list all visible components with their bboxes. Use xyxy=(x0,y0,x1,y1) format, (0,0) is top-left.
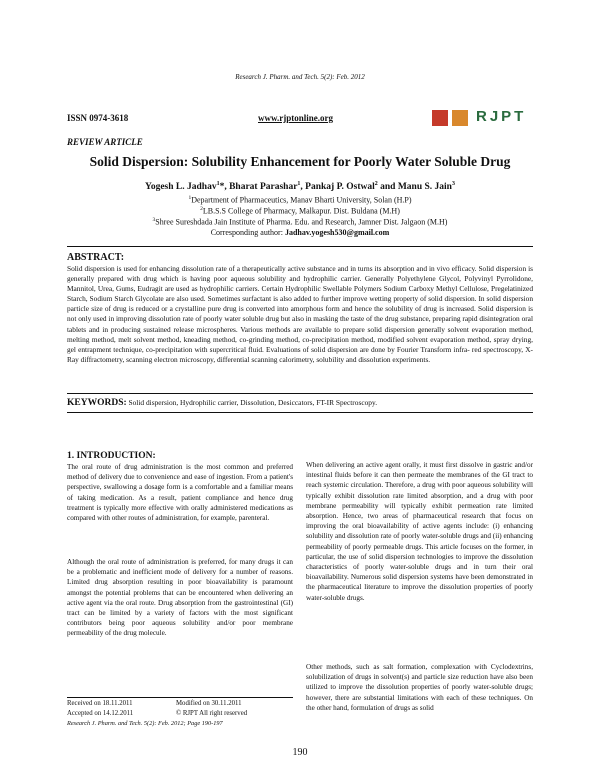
author-name: Manu S. Jain xyxy=(397,182,452,193)
abstract-top-rule xyxy=(67,246,533,247)
affiliation-text: Shree Sureshdada Jain Institute of Pharma. Edu. and Research, Jamner Dist. Jalgaon (M.H) xyxy=(155,217,448,227)
keywords-label: KEYWORDS: xyxy=(67,398,127,408)
introduction-heading: 1. INTRODUCTION: xyxy=(67,451,156,461)
author-sup: 2 xyxy=(374,181,378,187)
paragraph-text: When delivering an active agent orally, it must first dissolve in gastric and/or intestinal fluids before it can then permeate the membranes of the GI tract to reach systemic circulation. Therefore, a drug with poor aqueous solubility will typically exhibit dissolution rate limited absorption, and a drug with poor membrane permeability will typically exhibit permeation rate limited absorption. Hence, two areas of pharmaceutical research that focus on improving the oral bioavailability of active agents include: (i) enhancing solubility and dissolution rate of poorly water-soluble drugs and (ii) enhancing permeability of poorly permeable drugs. This article focuses on the former, in particular, the use of solid dispersion technologies to improve the dissolution characteristics of poorly water-soluble drugs and in turn their oral bioavailability. Numerous solid dispersion systems have been demonstrated in the pharmaceutical literature to improve the dissolution properties of poorly water-soluble drugs. xyxy=(306,461,533,602)
received-date: Received on 18.11.2011 xyxy=(67,700,133,707)
affiliation-2 xyxy=(0,206,600,216)
logo-text: RJPT xyxy=(476,108,527,125)
paragraph-text: Although the oral route of administration is preferred, for many drugs it can be a problematic and inefficient mode of delivery for a number of reasons. Limited drug absorption resulting in poor bioavailability is paramount amongst the potential problems that can be encountered when delivering an active agent via the oral route. Drug absorption from the gastrointestinal (GI) tract can be limited by a variety of factors with the most significant contributors being poor aqueous solubility and/or poor membrane permeability of the drug molecule. xyxy=(67,558,293,638)
footnote-rule xyxy=(67,697,293,698)
modified-date: Modified on 30.11.2011 xyxy=(176,700,242,707)
affiliation-text: Department of Pharmaceutics, Manav Bharti University, Solan (H.P) xyxy=(191,195,412,205)
intro-right-paragraph-1 xyxy=(306,460,533,603)
author-name: Yogesh L. Jadhav xyxy=(145,182,217,193)
affiliation-sup: 2 xyxy=(200,206,203,212)
paragraph-text: Other methods, such as salt formation, complexation with Cyclodextrins, solubilization of drugs in solvent(s) and particle size reduction have also been utilized to improve the dissolution properties of poorly water-soluble drugs; however, there are substantial limitations with each of these techniques. On the other hand, formulation of drugs as solid xyxy=(306,663,533,712)
affiliation-text: LB.S.S College of Pharmacy, Malkapur. Dist. Buldana (M.H) xyxy=(202,206,400,216)
author-sup: 1 xyxy=(297,181,301,187)
corresponding-author xyxy=(0,228,600,237)
article-title: Solid Dispersion: Solubility Enhancement for Poorly Water Soluble Drug xyxy=(89,154,511,169)
paragraph-text: The oral route of drug administration is the most common and preferred method of delivery due to convenience and ease of ingestion. From a patient's perspective, swallowing a dosage form is a comfortable and a familiar means of taking medication. As a result, patient compliance and hence drug treatment is typically more effective with orally administered medications as compared with other routes of administration, for example, parenteral. xyxy=(67,463,293,523)
keywords xyxy=(67,398,533,408)
citation: Research J. Pharm. and Tech. 5(2): Feb. 2012; Page 190-197 xyxy=(67,720,223,727)
author-sup: 3 xyxy=(451,181,455,187)
keywords-text: Solid dispersion, Hydrophilic carrier, Dissolution, Desiccators, FT-IR Spectroscopy. xyxy=(126,398,378,407)
issn: ISSN 0974-3618 xyxy=(67,113,129,123)
author-list: Yogesh L. Jadhav$^1$*, Bharat Parashar$^1$, Pankaj P. Ostwal$^2$ and Manu S. Jain$^3$ xyxy=(145,181,455,193)
affiliation-sup: 1 xyxy=(188,195,192,201)
affiliation-1 xyxy=(0,195,600,205)
article-type: REVIEW ARTICLE xyxy=(67,137,143,147)
author-name: Bharat Parashar xyxy=(229,182,298,193)
intro-left-paragraph-1 xyxy=(67,462,293,523)
intro-right-paragraph-2 xyxy=(306,662,533,713)
page-number: 190 xyxy=(292,747,308,758)
logo-square-orange xyxy=(452,110,468,126)
website-link[interactable]: www.rjptonline.org xyxy=(258,113,333,123)
copyright: © RJPT All right reserved xyxy=(176,710,248,717)
accepted-date: Accepted on 14.12.2011 xyxy=(67,710,134,717)
keywords-bottom-rule xyxy=(67,412,533,413)
abstract-heading: ABSTRACT: xyxy=(67,252,125,263)
rjpt-logo xyxy=(432,106,532,132)
intro-left-paragraph-2 xyxy=(67,557,293,639)
corresponding-mark: * xyxy=(219,182,225,193)
corresponding-label: Corresponding author: xyxy=(210,228,283,237)
author-name: Pankaj P. Ostwal xyxy=(305,182,375,193)
corresponding-email[interactable]: Jadhav.yogesh530@gmail.com xyxy=(284,228,390,237)
abstract-text: Solid dispersion is used for enhancing dissolution rate of a therapeutically active substance and in turns its absorption and in vivo efficacy. Solid dispersion is generally prepared with drug which is having poor aqueous solubility and hydrophilic carrier. Generally Polyethylene Glycol, Polyvinyl Pyrrolidone, Mannitol, Urea, Gums, Eudragit are used as hydrophilic carriers. Certain Hydrophilic Swellable Polymers Sodium Carboxy Methyl Cellulose, Pregelatinized Starch, Sodium Starch Glycolate are also used. Sometimes surfactant is also added to further improve wetting property of solid dispersion. In solid dispersion particle size of drug is reduced or a crystalline pure drug is converted into amorphous form and hence the solubility of drug is increased. Solid dispersion is not only used in improving dissolution rate of poorly water soluble drug but also in masking the taste of the drug substance, preparing rapid disintegration oral tablets and in producing sustained release microspheres. Various methods are available to prepare solid dispersion generally solvent evaporation method, melting method, melt solvent method, kneading method, co-grinding method, co-precipitation method, modified solvent evaporation method, spray drying, gel entrapment technique, co-precipitation with supercritical fluid. Evaluations of solid dispersion are done by Fourier Transform infra- red spectroscopy, X-Ray diffractometry, scanning electron microscopy, differential scanning calorimetry, solubility and dissolution experiments. xyxy=(67,264,533,364)
logo-square-red xyxy=(432,110,448,126)
keywords-top-rule xyxy=(67,393,533,394)
affiliation-sup: 3 xyxy=(152,217,156,223)
affiliation-3 xyxy=(0,217,600,227)
author-sup: 1 xyxy=(216,181,220,187)
journal-header-line: Research J. Pharm. and Tech. 5(2): Feb. 2012 xyxy=(235,73,365,81)
